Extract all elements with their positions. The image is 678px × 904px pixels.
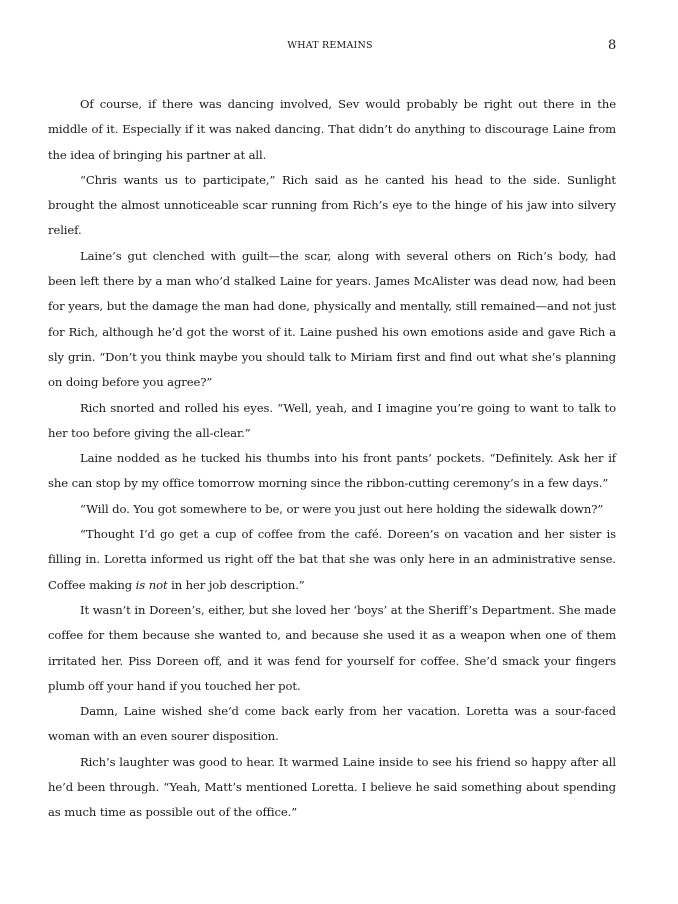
- paragraph: Of course, if there was dancing involved, Sev would probably be right out there in the middle of it. Especially if it was naked dancing. That didn’t do anything to discourage Laine from the idea of bringing his partner at all.: [48, 97, 616, 162]
- paragraph-text: in her job description.”: [167, 577, 305, 592]
- emphasis-text: is not: [135, 577, 168, 592]
- paragraph: Rich snorted and rolled his eyes. “Well, yeah, and I imagine you’re going to want to talk to her too before giving the all-clear.”: [48, 400, 616, 440]
- paragraph: “Will do. You got somewhere to be, or were you just out here holding the sidewalk down?”: [80, 501, 604, 516]
- paragraph: Damn, Laine wished she’d come back early from her vacation. Loretta was a sour-faced woman with an even sourer disposition.: [48, 704, 616, 744]
- paragraph: Laine’s gut clenched with guilt—the scar, along with several others on Rich’s body, had been left there by a man who’d stalked Laine for years. James McAlister was dead now, had been for years, but the damage the man had done, physically and mentally, still remained—and not just for Rich, although he’d got the worst of it. Laine pushed his own emotions aside and gave Rich a sly grin. “Don’t you think maybe you should talk to Miriam first and find out what she’s planning on doing before you agree?”: [48, 248, 616, 390]
- paragraph: Laine nodded as he tucked his thumbs into his front pants’ pockets. “Definitely. Ask her if she can stop by my office tomorrow morning since the ribbon-cutting ceremony’s in a few days.”: [48, 451, 616, 491]
- paragraph: [48, 522, 616, 598]
- running-header: [0, 38, 678, 54]
- page-number: 8: [608, 38, 617, 53]
- running-title: WHAT REMAINS: [287, 40, 373, 51]
- paragraph-text: “Thought I’d go get a cup of coffee from the café. Doreen’s on vacation and her sister is filling in. Loretta informed us right off the bat that she was only here in an administrative sense. Coffee making: [48, 527, 616, 592]
- paragraph: “Chris wants us to participate,” Rich said as he canted his head to the side. Sunlight brought the almost unnoticeable scar running from Rich’s eye to the hinge of his jaw into silvery relief.: [48, 172, 616, 238]
- paragraph: It wasn’t in Doreen’s, either, but she loved her ‘boys’ at the Sheriff’s Department. She made coffee for them because she wanted to, and because she used it as a weapon when one of them irritated her. Piss Doreen off, and it was fend for yourself for coffee. She’d smack your fingers plumb off your hand if you touched her pot.: [48, 602, 616, 693]
- body-text: [48, 92, 616, 826]
- paragraph: Rich’s laughter was good to hear. It warmed Laine inside to see his friend so happy after all he’d been through. “Yeah, Matt’s mentioned Loretta. I believe he said something about spending as much time as possible out of the office.”: [48, 754, 616, 820]
